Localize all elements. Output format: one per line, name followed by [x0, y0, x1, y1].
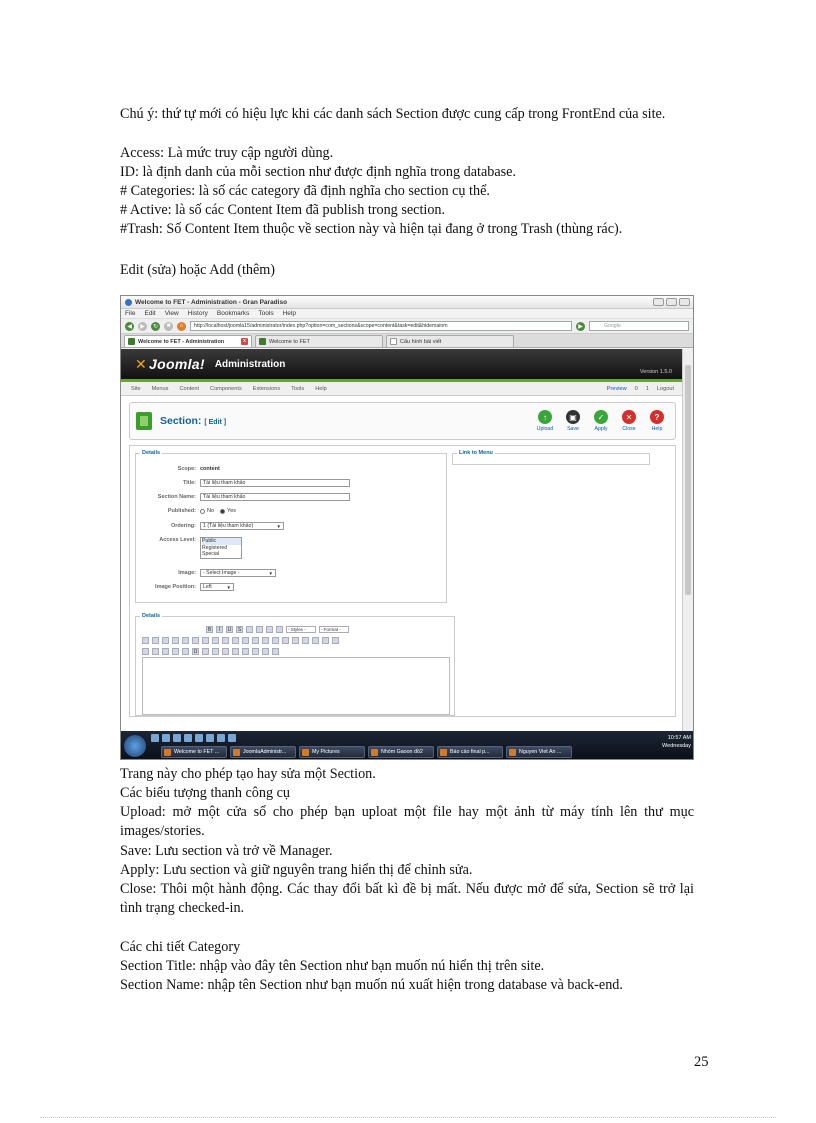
taskbar-item[interactable]: Welcome to FET ... [161, 746, 227, 758]
taskbar-item[interactable]: Báo cáo final p... [437, 746, 503, 758]
quicklaunch-icon[interactable] [195, 734, 203, 742]
scroll-thumb[interactable] [685, 365, 691, 595]
section-title-line: Section Title: nhập vào đây tên Section như bạn muốn nú hiển thị trên site. [120, 958, 545, 974]
fullscreen-icon[interactable] [232, 648, 239, 655]
help-icon: ? [650, 410, 664, 424]
page-favicon-icon [390, 338, 397, 345]
categories-line: # Categories: là số các category đã định nghĩa cho section cụ thể. [120, 183, 490, 199]
media-icon[interactable] [202, 648, 209, 655]
image-position-select[interactable]: Left ▼ [200, 583, 234, 591]
unlink-icon[interactable] [212, 637, 219, 644]
quicklaunch-icon[interactable] [206, 734, 214, 742]
link-menu-legend: Link to Menu [459, 450, 493, 456]
editor-toolbar-row3 [142, 647, 279, 656]
image-icon[interactable] [232, 637, 239, 644]
editor-toolbar-row2 [142, 636, 339, 645]
scope-row: Scope: content [177, 466, 220, 472]
menu-file[interactable]: File [125, 310, 136, 317]
url-bar[interactable]: http://localhost/joomla15/administrator/index.php?option=com_sections&scope=content&task=edit&hidemainm [190, 321, 572, 331]
access-row: Access Level: Public Registered Special [140, 537, 242, 559]
taskbar-item[interactable]: Nhóm Gaoon đồ2 [368, 746, 434, 758]
styles-select[interactable]: - Styles - [286, 626, 316, 633]
toolbar-label: Upload [536, 426, 554, 432]
print-icon[interactable] [222, 648, 229, 655]
tab-fet[interactable] [255, 335, 383, 347]
access-option-special[interactable]: Special [202, 551, 220, 557]
hr-icon[interactable] [142, 648, 149, 655]
row-icon[interactable] [332, 637, 339, 644]
date-icon[interactable] [282, 637, 289, 644]
ltr-icon[interactable] [242, 648, 249, 655]
admin-menu-extensions[interactable]: Extensions [252, 385, 281, 392]
toolbar-label: Close [622, 426, 636, 432]
image-position-row: Image Position: Left ▼ [140, 583, 234, 591]
quicklaunch-icon[interactable] [173, 734, 181, 742]
admin-title: Administration [214, 358, 286, 370]
section-icon [136, 412, 152, 430]
charmap-icon[interactable]: Ω [193, 649, 198, 655]
quicklaunch-icon[interactable] [228, 734, 236, 742]
cleanup-icon[interactable] [242, 637, 249, 644]
ordering-select[interactable]: 1 (Tài liệu tham khảo) ▼ [200, 522, 284, 530]
title-row: Title: Tài liệu tham khảo [140, 479, 350, 487]
access-option-registered[interactable]: Registered [202, 544, 228, 551]
underline-icon[interactable]: U [227, 627, 232, 633]
menu-edit[interactable]: Edit [144, 310, 156, 317]
version-label: Version 1.5.0 [639, 369, 672, 375]
admin-menu-components[interactable]: Components [210, 385, 242, 392]
link-menu-fieldset [452, 450, 650, 465]
outdent-icon[interactable] [162, 637, 169, 644]
strike-icon[interactable]: S [237, 627, 242, 633]
footer-divider [40, 1117, 776, 1118]
menu-view[interactable]: View [164, 310, 179, 317]
category-heading: Các chi tiết Category [120, 939, 241, 955]
bold-icon[interactable]: B [207, 627, 212, 633]
tab-fet-admin[interactable] [124, 335, 252, 347]
menu-tools[interactable]: Tools [258, 310, 274, 317]
published-yes-radio[interactable]: Yes [220, 508, 236, 514]
page-number: 25 [694, 1054, 709, 1070]
superscript-icon[interactable] [182, 648, 189, 655]
users-count[interactable]: 1 [645, 385, 649, 392]
tab-config[interactable] [386, 335, 514, 347]
emotion-icon[interactable] [212, 648, 219, 655]
access-level-list[interactable] [200, 537, 242, 559]
apply-button[interactable] [591, 410, 611, 432]
stop-icon[interactable]: ■ [164, 322, 173, 331]
toolbar-label: Apply [594, 426, 608, 432]
upload-paragraph: Upload: mở một cửa sổ cho phép bạn uploat một file hay một ảnh từ máy tính lên thư mục images/stories. [120, 804, 694, 839]
taskbar-item[interactable]: JoomlaAdministr... [230, 746, 296, 758]
minimize-icon[interactable] [653, 298, 664, 306]
undo-icon[interactable] [182, 637, 189, 644]
toolbar-label: Save [567, 426, 579, 432]
logout-link[interactable]: Logout [656, 385, 674, 392]
section-title: Section: [ Edit ] [160, 415, 227, 427]
abbr-icon[interactable] [272, 648, 279, 655]
id-line: ID: là định danh của mỗi section như được định nghĩa trong database. [120, 164, 516, 180]
search-input[interactable]: Google [589, 321, 689, 331]
rtl-icon[interactable] [252, 648, 259, 655]
go-icon[interactable]: ▶ [576, 322, 585, 331]
ordering-row: Ordering: 1 (Tài liệu tham khảo) ▼ [140, 522, 284, 530]
replace-icon[interactable] [272, 637, 279, 644]
body-line-2: Các biểu tượng thanh công cụ [120, 785, 291, 801]
bgcolor-icon[interactable] [312, 637, 319, 644]
published-no-radio[interactable]: No [200, 508, 214, 514]
start-button[interactable] [124, 735, 146, 757]
menu-history[interactable]: History [187, 310, 208, 317]
joomla-header [121, 349, 684, 379]
number-list-icon[interactable] [152, 637, 159, 644]
image-row: Image: - Select Image - ▼ [140, 569, 276, 577]
joomla-favicon-icon [259, 338, 266, 345]
visualaid-icon[interactable] [162, 648, 169, 655]
anchor-icon[interactable] [222, 637, 229, 644]
admin-menu-tools[interactable]: Tools [291, 385, 305, 392]
body-line-1: Trang này cho phép tạo hay sửa một Section. [120, 766, 376, 782]
joomla-logo: ✕ Joomla! [135, 355, 205, 372]
cite-icon[interactable] [262, 648, 269, 655]
details2-legend: Details [142, 613, 161, 619]
redo-icon[interactable] [192, 637, 199, 644]
upload-icon: ↑ [538, 410, 552, 424]
taskbar-tasks [161, 746, 572, 758]
admin-menu [121, 382, 684, 396]
title-input[interactable]: Tài liệu tham khảo [200, 479, 350, 487]
taskbar-item[interactable]: Nguyen Viet An ... [506, 746, 572, 758]
edit-add-heading: Edit (sửa) hoặc Add (thêm) [120, 262, 276, 278]
scope-value: content [200, 466, 220, 472]
toolbar-label: Help [651, 426, 663, 432]
preview-link[interactable]: Preview [606, 385, 627, 392]
quicklaunch-icon[interactable] [184, 734, 192, 742]
indent-icon[interactable] [172, 637, 179, 644]
help-button[interactable] [647, 410, 667, 432]
upload-button[interactable] [535, 410, 555, 432]
editor-toolbar-row1 [206, 625, 349, 634]
page-content [121, 349, 684, 731]
active-line: # Active: là số các Content Item đã publish trong section. [120, 202, 446, 218]
access-line: Access: Là mức truy cập người dùng. [120, 145, 334, 161]
menu-help[interactable]: Help [282, 310, 296, 317]
published-row: Published: No Yes [167, 508, 237, 514]
editor-fieldset [135, 613, 455, 716]
save-button[interactable] [563, 410, 583, 432]
browser-icon [125, 299, 132, 306]
italic-icon[interactable]: I [216, 626, 223, 633]
window-titlebar [121, 296, 693, 309]
quick-launch [151, 734, 236, 742]
admin-menu-help[interactable]: Help [315, 385, 327, 392]
joomla-favicon-icon [128, 338, 135, 345]
section-name-input[interactable]: Tài liệu tham khảo [200, 493, 350, 501]
taskbar-item[interactable]: My Pictures [299, 746, 365, 758]
admin-menu-site[interactable]: Site [131, 385, 141, 392]
quicklaunch-icon[interactable] [151, 734, 159, 742]
align-justify-icon[interactable] [276, 626, 283, 633]
format-select[interactable]: - Format - [319, 626, 349, 633]
details-legend: Details [142, 450, 161, 456]
forward-icon[interactable]: ▶ [138, 322, 147, 331]
save-line: Save: Lưu section và trở về Manager. [120, 843, 333, 859]
vertical-scrollbar[interactable] [682, 349, 693, 731]
close-icon: ✕ [622, 410, 636, 424]
windows-taskbar [121, 731, 694, 760]
align-right-icon[interactable] [266, 626, 273, 633]
tab-label: Welcome to FET [269, 338, 310, 345]
back-icon[interactable]: ◀ [125, 322, 134, 331]
subscript-icon[interactable] [172, 648, 179, 655]
access-option-public[interactable]: Public [202, 538, 241, 545]
tab-label: Cấu hình bài viết [400, 338, 442, 345]
home-icon[interactable]: ⌂ [177, 322, 186, 331]
menu-bookmarks[interactable]: Bookmarks [216, 310, 250, 317]
admin-menu-content[interactable]: Content [179, 385, 200, 392]
quicklaunch-icon[interactable] [162, 734, 170, 742]
browser-menubar [121, 309, 693, 319]
close-paragraph: Close: Thôi một hành động. Các thay đổi bất kì đề bị mất. Nếu được mở để sửa, Section sẽ trở lại tình trạng checked-in. [120, 881, 694, 916]
html-icon[interactable] [252, 637, 259, 644]
table-icon[interactable] [322, 637, 329, 644]
color-icon[interactable] [302, 637, 309, 644]
tab-label: Welcome to FET - Administration [138, 338, 225, 345]
trash-line: #Trash: Số Content Item thuộc về section này và hiện tại đang ở trong Trash (thùng rác). [120, 221, 623, 237]
clock-day: Wednesday [662, 743, 691, 749]
clock-time: 10:57 AM [667, 735, 691, 741]
system-tray [662, 734, 691, 750]
maximize-icon[interactable] [666, 298, 677, 306]
joomla-screenshot [120, 295, 694, 760]
image-select[interactable]: - Select Image - ▼ [200, 569, 276, 577]
navigation-bar [121, 319, 693, 334]
link-icon[interactable] [202, 637, 209, 644]
time-icon[interactable] [292, 637, 299, 644]
close-window-icon[interactable] [679, 298, 690, 306]
reload-icon[interactable]: ↻ [152, 323, 159, 330]
admin-menu-menus[interactable]: Menus [151, 385, 169, 392]
close-button[interactable] [619, 410, 639, 432]
bullet-list-icon[interactable] [142, 637, 149, 644]
save-icon: ▣ [566, 410, 580, 424]
section-name-line: Section Name: nhập tên Section như bạn muốn nú xuất hiện trong database và back-end. [120, 977, 623, 993]
tab-bar [121, 334, 693, 348]
editor-textarea[interactable] [142, 657, 450, 715]
note-paragraph: Chú ý: thứ tự mới có hiệu lực khi các danh sách Section được cung cấp trong FrontEnd của site. [120, 106, 666, 122]
removeformat-icon[interactable] [152, 648, 159, 655]
section-toolbar [129, 402, 676, 440]
find-icon[interactable] [262, 637, 269, 644]
align-center-icon[interactable] [256, 626, 263, 633]
section-form [129, 445, 676, 717]
messages-count[interactable]: 0 [634, 385, 638, 392]
window-title: Welcome to FET - Administration - Gran Paradiso [135, 298, 288, 306]
apply-icon: ✓ [594, 410, 608, 424]
apply-line: Apply: Lưu section và giữ nguyên trang hiển thị để chỉnh sửa. [120, 862, 473, 878]
quicklaunch-icon[interactable] [217, 734, 225, 742]
section-name-row: Section Name: Tài liệu tham khảo [140, 493, 350, 501]
tab-close-icon[interactable]: x [241, 338, 248, 345]
align-left-icon[interactable] [246, 626, 253, 633]
